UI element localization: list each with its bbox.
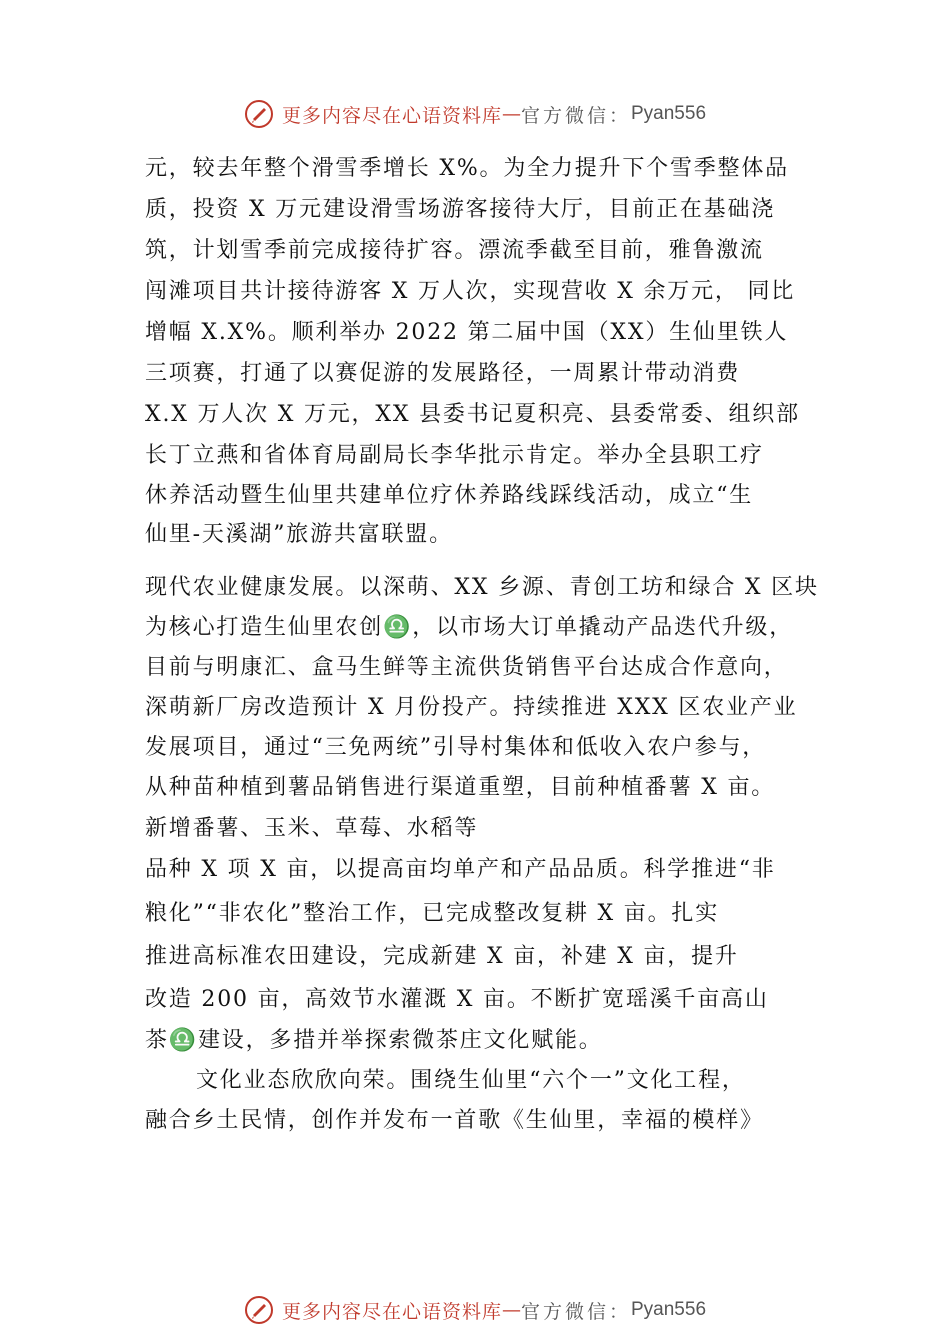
text-line: 新增番薯、玉米、草莓、水稻等 (145, 816, 479, 841)
text-line: 从种苗种植到薯品销售进行渠道重塑，目前种植番薯 X 亩。 (145, 775, 776, 800)
banner-label: 官方微信： (520, 104, 631, 127)
text-line: 长丁立燕和省体育局副局长李华批示肯定。举办全县职工疗 (145, 443, 764, 468)
text-line: 发展项目，通过“三免两统”引导村集体和低收入农户参与， (145, 735, 767, 760)
text-line: 为核心打造生仙里农创♎，以市场大订单撬动产品迭代升级， (145, 615, 793, 640)
banner-separator: — (501, 1299, 521, 1321)
library-logo-icon (244, 1295, 274, 1325)
text-line: 三项赛，打通了以赛促游的发展路径，一周累计带动消费 (145, 361, 741, 386)
text-line: 推进高标准农田建设，完成新建 X 亩，补建 X 亩，提升 (145, 944, 739, 969)
text-line: 质，投资 X 万元建设滑雪场游客接待大厅，目前正在基础浇 (145, 197, 776, 222)
text-line: 仙里-天溪湖”旅游共富联盟。 (145, 522, 453, 547)
banner-brand: 更多内容尽在心语资料库 (281, 104, 502, 127)
text-line: 改造 200 亩，高效节水灌溉 X 亩。不断扩宽瑶溪千亩高山 (145, 987, 769, 1012)
text-line: 增幅 X.X%。顺利举办 2022 第二届中国（XX）生仙里铁人 (145, 320, 789, 345)
footer-banner (0, 1290, 950, 1330)
text-line: 深萌新厂房改造预计 X 月份投产。持续推进 XXX 区农业产业 (145, 695, 798, 720)
banner-label: 官方微信： (520, 1300, 631, 1323)
text-line: 元，较去年整个滑雪季增长 X%。为全力提升下个雪季整体品 (145, 156, 789, 181)
banner-wechat-id: Pyan556 (631, 1299, 707, 1320)
banner-separator: — (501, 103, 521, 125)
library-logo-icon (244, 99, 274, 129)
text-line: 茶♎建设，多措并举探索微茶庄文化赋能。 (145, 1028, 603, 1053)
header-banner (0, 94, 950, 134)
text-line: 粮化”“非农化”整治工作，已完成整改复耕 X 亩。扎实 (145, 901, 719, 926)
text-line: 现代农业健康发展。以深萌、XX 乡源、青创工坊和绿合 X 区块 (145, 575, 819, 600)
text-line: 闯滩项目共计接待游客 X 万人次，实现营收 X 余万元， 同比 (145, 279, 796, 304)
banner-wechat-id: Pyan556 (631, 103, 707, 124)
text-line: 文化业态欣欣向荣。围绕生仙里“六个一”文化工程， (196, 1068, 746, 1093)
text-line: 目前与明康汇、盒马生鲜等主流供货销售平台达成合作意向， (145, 655, 788, 680)
text-line: 融合乡土民情，创作并发布一首歌《生仙里，幸福的模样》 (145, 1108, 764, 1133)
text-line: 品种 X 项 X 亩，以提高亩均单产和产品品质。科学推进“非 (145, 857, 776, 882)
text-line: 休养活动暨生仙里共建单位疗休养路线踩线活动，成立“生 (145, 483, 754, 508)
text-line: X.X 万人次 X 万元，XX 县委书记夏积亮、县委常委、组织部 (145, 402, 800, 427)
text-line: 筑，计划雪季前完成接待扩容。漂流季截至目前，雅鲁激流 (145, 238, 764, 263)
banner-brand: 更多内容尽在心语资料库 (281, 1300, 502, 1323)
